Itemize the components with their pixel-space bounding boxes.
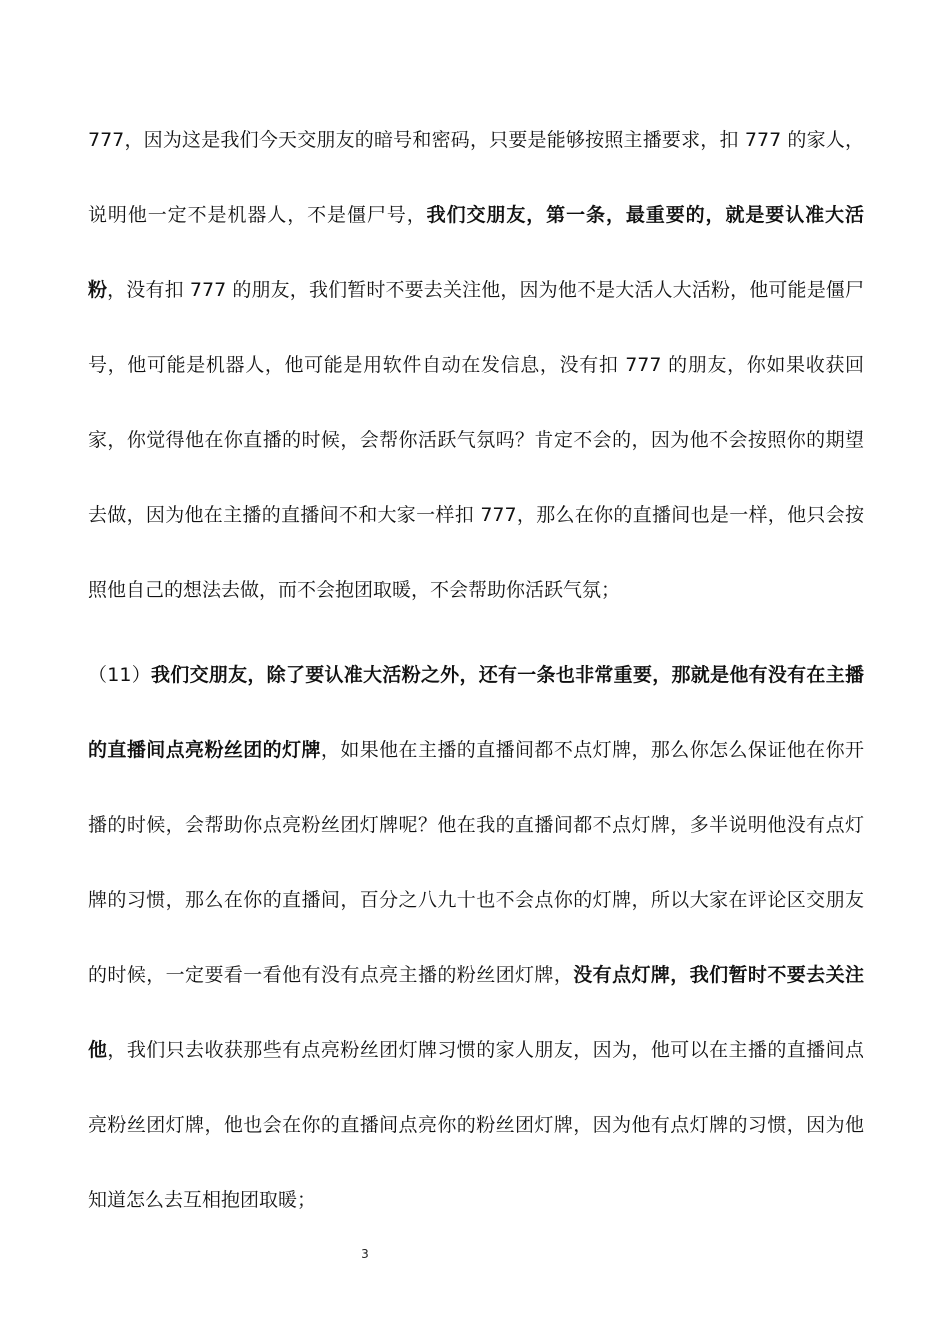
text-segment: 去做，因为他在主播的直播间不和大家一样扣 777，那么在你的直播间也是一样，他只会按 (88, 504, 864, 526)
item-number: （11） (88, 664, 152, 686)
body-line-9 (88, 737, 864, 763)
page-number: 3 (361, 1247, 369, 1261)
body-line-13 (88, 1037, 864, 1063)
text-segment: 播的时候，会帮助你点亮粉丝团灯牌呢？他在我的直播间都不点灯牌，多半说明他没有点灯 (88, 814, 864, 836)
bold-emphasis: 粉 (88, 279, 108, 301)
body-line-5 (88, 427, 864, 453)
text-segment: ，没有扣 777 的朋友，我们暂时不要去关注他，因为他不是大活人大活粉，他可能是僵尸 (107, 279, 864, 301)
body-line-15 (88, 1187, 864, 1213)
body-line-7 (88, 577, 864, 603)
text-segment: 照他自己的想法去做，而不会抱团取暖，不会帮助你活跃气氛； (88, 579, 621, 601)
body-line-2 (88, 202, 864, 228)
bold-emphasis: 我们交朋友，第一条，最重要的，就是要认准大活 (426, 204, 864, 226)
bold-emphasis: 他 (88, 1039, 108, 1061)
text-segment: 说明他一定不是机器人，不是僵尸号， (88, 204, 427, 226)
text-segment: 亮粉丝团灯牌，他也会在你的直播间点亮你的粉丝团灯牌，因为他有点灯牌的习惯，因为他 (88, 1114, 864, 1136)
body-line-14 (88, 1112, 864, 1138)
body-line-12 (88, 962, 864, 988)
text-segment: 号，他可能是机器人，他可能是用软件自动在发信息，没有扣 777 的朋友，你如果收获回 (88, 354, 864, 376)
body-line-3 (88, 277, 864, 303)
body-line-10 (88, 812, 864, 838)
bold-emphasis: 我们交朋友，除了要认准大活粉之外，还有一条也非常重要，那就是他有没有在主播 (151, 664, 864, 686)
body-line-8 (88, 662, 864, 688)
text-segment: ，我们只去收获那些有点亮粉丝团灯牌习惯的家人朋友，因为，他可以在主播的直播间点 (107, 1039, 864, 1061)
body-line-6 (88, 502, 864, 528)
body-line-11 (88, 887, 864, 913)
body-line-4 (88, 352, 864, 378)
text-segment: 家，你觉得他在你直播的时候，会帮你活跃气氛吗？肯定不会的，因为他不会按照你的期望 (88, 429, 864, 451)
text-segment: 牌的习惯，那么在你的直播间，百分之八九十也不会点你的灯牌，所以大家在评论区交朋友 (88, 889, 864, 911)
text-segment: ，如果他在主播的直播间都不点灯牌，那么你怎么保证他在你开 (320, 739, 864, 761)
bold-emphasis: 的直播间点亮粉丝团的灯牌 (88, 739, 321, 761)
bold-emphasis: 没有点灯牌，我们暂时不要去关注 (573, 964, 864, 986)
body-line-1 (88, 127, 864, 153)
text-segment: 知道怎么去互相抱团取暖； (88, 1189, 317, 1211)
text-segment: 的时候，一定要看一看他有没有点亮主播的粉丝团灯牌， (88, 964, 574, 986)
text-segment: 777，因为这是我们今天交朋友的暗号和密码，只要是能够按照主播要求，扣 777 的家人， (88, 129, 864, 151)
